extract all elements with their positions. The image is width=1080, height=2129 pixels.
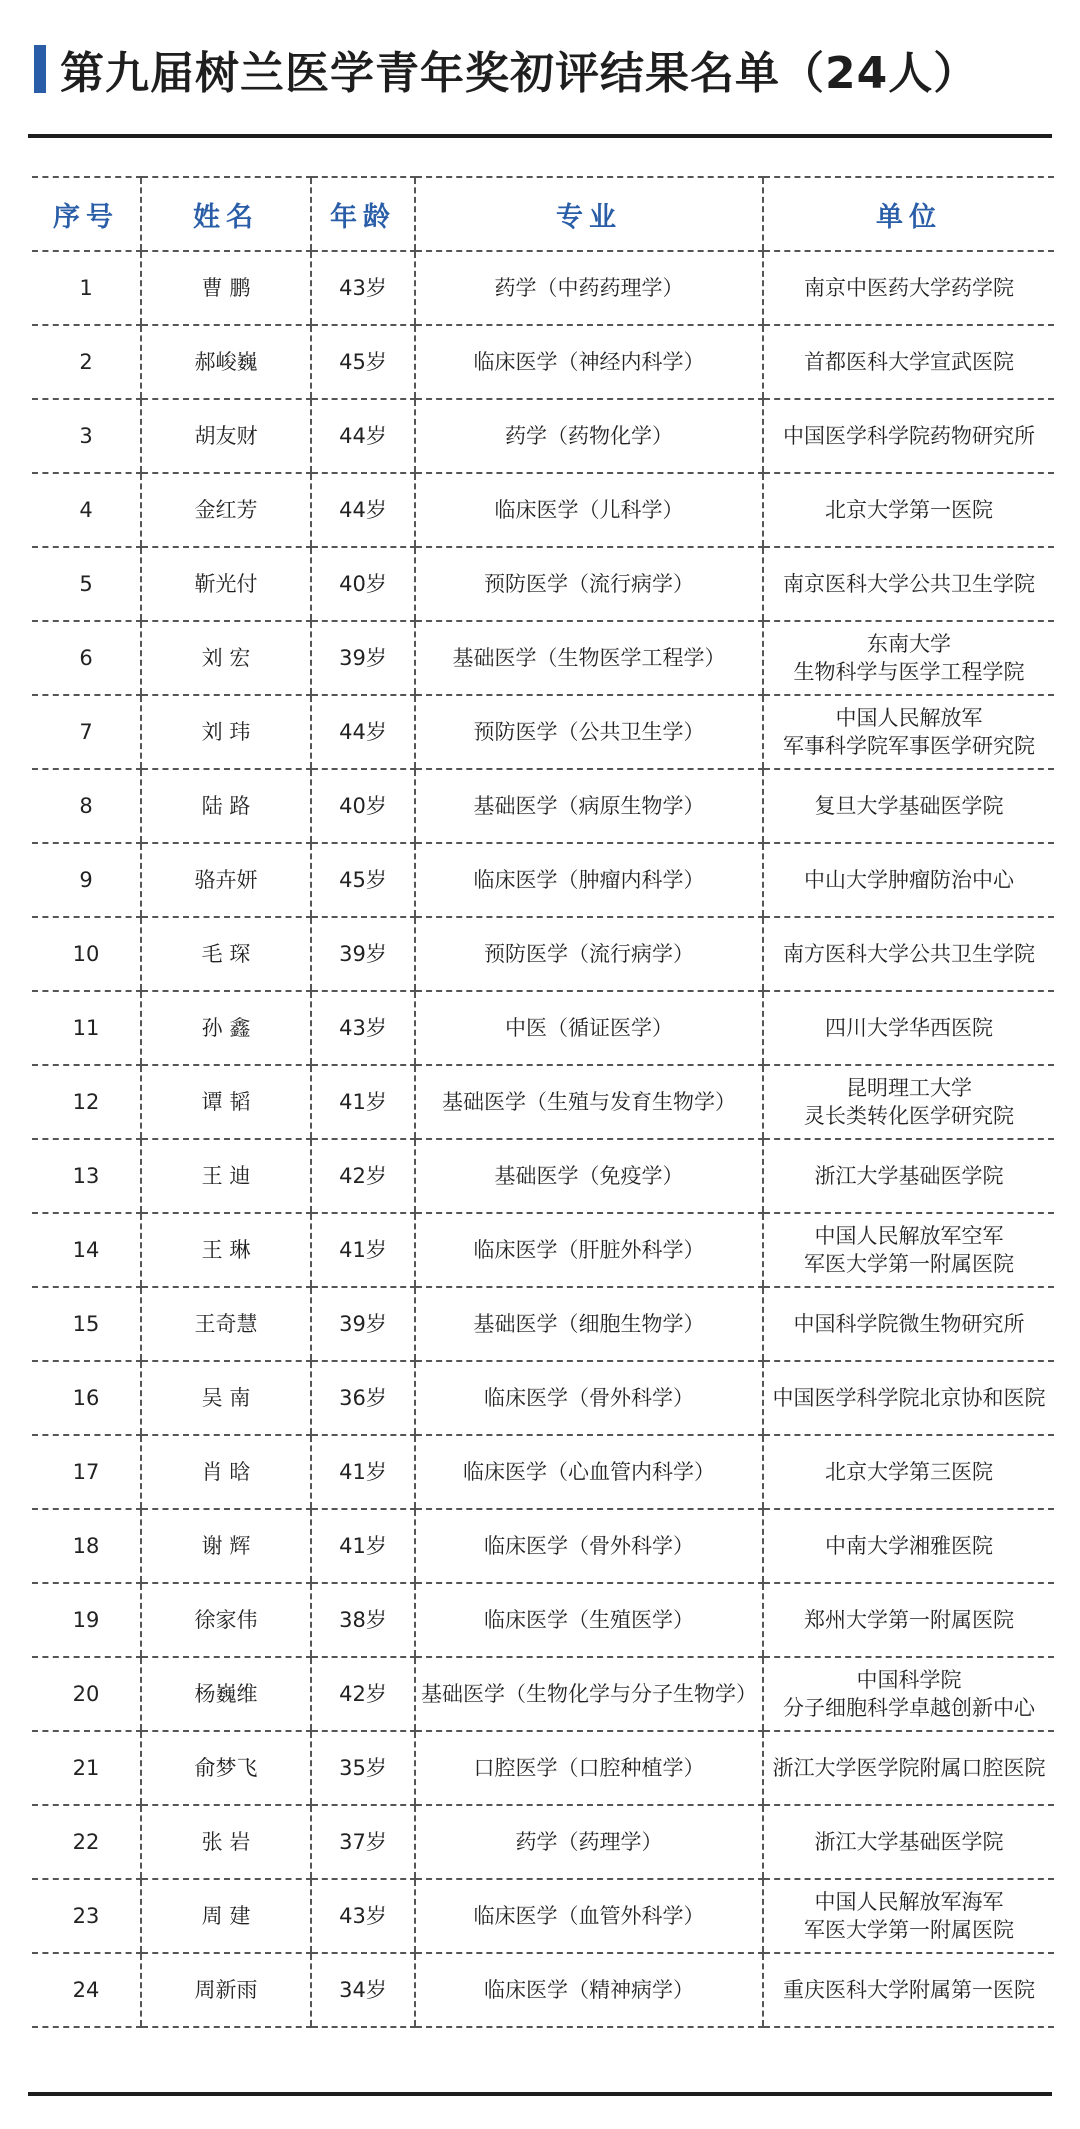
cell-unit — [763, 1953, 1054, 2027]
unit-line: 中国医学科学院药物研究所 — [783, 424, 1035, 448]
cell-major: 基础医学（生物医学工程学） — [415, 621, 763, 695]
table-row — [32, 1287, 1054, 1361]
cell-name: 杨巍维 — [141, 1657, 311, 1731]
cell-major: 药学（中药药理学） — [415, 251, 763, 325]
cell-unit — [763, 621, 1054, 695]
table-row — [32, 843, 1054, 917]
cell-major: 基础医学（细胞生物学） — [415, 1287, 763, 1361]
cell-major: 基础医学（免疫学） — [415, 1139, 763, 1213]
cell-age: 43岁 — [311, 1879, 415, 1953]
unit-line: 东南大学 — [867, 632, 951, 656]
cell-name: 谢 辉 — [141, 1509, 311, 1583]
cell-age: 43岁 — [311, 251, 415, 325]
cell-seq: 11 — [32, 991, 141, 1065]
unit-line: 中国医学科学院北京协和医院 — [772, 1386, 1046, 1410]
table-row — [32, 1213, 1054, 1287]
cell-seq: 10 — [32, 917, 141, 991]
unit-line: 中国科学院 — [856, 1668, 962, 1692]
cell-age: 41岁 — [311, 1435, 415, 1509]
cell-name: 刘 玮 — [141, 695, 311, 769]
cell-major: 药学（药物化学） — [415, 399, 763, 473]
cell-age: 38岁 — [311, 1583, 415, 1657]
table-body — [32, 251, 1054, 2027]
cell-major: 基础医学（生殖与发育生物学） — [415, 1065, 763, 1139]
cell-major: 临床医学（肿瘤内科学） — [415, 843, 763, 917]
cell-name: 徐家伟 — [141, 1583, 311, 1657]
table-row — [32, 991, 1054, 1065]
cell-major: 临床医学（血管外科学） — [415, 1879, 763, 1953]
unit-line: 北京大学第三医院 — [825, 1460, 993, 1484]
cell-major: 基础医学（生物化学与分子生物学） — [415, 1657, 763, 1731]
unit-line: 分子细胞科学卓越创新中心 — [783, 1696, 1035, 1720]
cell-age: 40岁 — [311, 547, 415, 621]
cell-age: 41岁 — [311, 1509, 415, 1583]
cell-unit — [763, 769, 1054, 843]
cell-age: 44岁 — [311, 399, 415, 473]
cell-name: 吴 南 — [141, 1361, 311, 1435]
cell-name: 刘 宏 — [141, 621, 311, 695]
bottom-divider — [28, 2092, 1052, 2096]
table-row — [32, 1731, 1054, 1805]
table-row — [32, 325, 1054, 399]
cell-unit — [763, 843, 1054, 917]
unit-line: 四川大学华西医院 — [825, 1016, 993, 1040]
cell-major: 预防医学（公共卫生学） — [415, 695, 763, 769]
cell-age: 39岁 — [311, 917, 415, 991]
unit-line: 军医大学第一附属医院 — [804, 1918, 1014, 1942]
cell-age: 41岁 — [311, 1213, 415, 1287]
cell-unit — [763, 695, 1054, 769]
unit-line: 中山大学肿瘤防治中心 — [804, 868, 1014, 892]
cell-unit — [763, 473, 1054, 547]
cell-age: 36岁 — [311, 1361, 415, 1435]
table-row — [32, 1805, 1054, 1879]
unit-line: 南京中医药大学药学院 — [804, 276, 1014, 300]
cell-seq: 1 — [32, 251, 141, 325]
cell-name: 金红芳 — [141, 473, 311, 547]
cell-age: 37岁 — [311, 1805, 415, 1879]
cell-unit — [763, 1657, 1054, 1731]
cell-age: 45岁 — [311, 843, 415, 917]
cell-seq: 13 — [32, 1139, 141, 1213]
table-row — [32, 1509, 1054, 1583]
cell-age: 41岁 — [311, 1065, 415, 1139]
unit-line: 生物科学与医学工程学院 — [793, 660, 1025, 684]
unit-line: 浙江大学基础医学院 — [814, 1164, 1004, 1188]
table-row — [32, 251, 1054, 325]
cell-seq: 6 — [32, 621, 141, 695]
unit-line: 军事科学院军事医学研究院 — [783, 734, 1035, 758]
cell-unit — [763, 1583, 1054, 1657]
table-row — [32, 399, 1054, 473]
cell-name: 谭 韬 — [141, 1065, 311, 1139]
table-row — [32, 1361, 1054, 1435]
cell-seq: 2 — [32, 325, 141, 399]
cell-unit — [763, 1805, 1054, 1879]
header-major: 专业 — [415, 177, 763, 251]
table-row — [32, 1583, 1054, 1657]
cell-seq: 9 — [32, 843, 141, 917]
cell-unit — [763, 917, 1054, 991]
cell-age: 42岁 — [311, 1657, 415, 1731]
unit-line: 中南大学湘雅医院 — [825, 1534, 993, 1558]
top-divider — [28, 134, 1052, 138]
title-accent-bar — [34, 45, 46, 93]
cell-seq: 8 — [32, 769, 141, 843]
cell-unit — [763, 1509, 1054, 1583]
table-row — [32, 1657, 1054, 1731]
table-row — [32, 917, 1054, 991]
cell-major: 基础医学（病原生物学） — [415, 769, 763, 843]
unit-line: 首都医科大学宣武医院 — [804, 350, 1014, 374]
cell-unit — [763, 251, 1054, 325]
cell-unit — [763, 1731, 1054, 1805]
table-row — [32, 1139, 1054, 1213]
table-row — [32, 769, 1054, 843]
unit-line: 南方医科大学公共卫生学院 — [783, 942, 1035, 966]
cell-name: 毛 琛 — [141, 917, 311, 991]
unit-line: 灵长类转化医学研究院 — [804, 1104, 1014, 1128]
cell-seq: 19 — [32, 1583, 141, 1657]
cell-major: 口腔医学（口腔种植学） — [415, 1731, 763, 1805]
cell-name: 肖 晗 — [141, 1435, 311, 1509]
cell-seq: 24 — [32, 1953, 141, 2027]
table-row — [32, 1953, 1054, 2027]
cell-unit — [763, 1435, 1054, 1509]
cell-unit — [763, 1139, 1054, 1213]
table-row — [32, 695, 1054, 769]
cell-seq: 14 — [32, 1213, 141, 1287]
cell-age: 35岁 — [311, 1731, 415, 1805]
cell-major: 预防医学（流行病学） — [415, 917, 763, 991]
cell-major: 预防医学（流行病学） — [415, 547, 763, 621]
cell-major: 临床医学（精神病学） — [415, 1953, 763, 2027]
cell-unit — [763, 1879, 1054, 1953]
page-title: 第九届树兰医学青年奖初评结果名单（24人） — [60, 48, 979, 99]
unit-line: 重庆医科大学附属第一医院 — [783, 1978, 1035, 2002]
cell-major: 临床医学（肝脏外科学） — [415, 1213, 763, 1287]
cell-seq: 15 — [32, 1287, 141, 1361]
cell-name: 曹 鹏 — [141, 251, 311, 325]
cell-unit — [763, 1065, 1054, 1139]
cell-name: 郝峻巍 — [141, 325, 311, 399]
cell-age: 44岁 — [311, 695, 415, 769]
unit-line: 北京大学第一医院 — [825, 498, 993, 522]
cell-seq: 3 — [32, 399, 141, 473]
cell-name: 骆卉妍 — [141, 843, 311, 917]
cell-age: 39岁 — [311, 621, 415, 695]
cell-name: 王奇慧 — [141, 1287, 311, 1361]
cell-seq: 17 — [32, 1435, 141, 1509]
cell-age: 39岁 — [311, 1287, 415, 1361]
unit-line: 中国人民解放军海军 — [814, 1890, 1004, 1914]
unit-line: 中国人民解放军空军 — [814, 1224, 1004, 1248]
unit-line: 昆明理工大学 — [846, 1076, 972, 1100]
cell-major: 临床医学（心血管内科学） — [415, 1435, 763, 1509]
cell-unit — [763, 991, 1054, 1065]
cell-seq: 5 — [32, 547, 141, 621]
cell-name: 张 岩 — [141, 1805, 311, 1879]
cell-age: 34岁 — [311, 1953, 415, 2027]
unit-line: 军医大学第一附属医院 — [804, 1252, 1014, 1276]
unit-line: 郑州大学第一附属医院 — [804, 1608, 1014, 1632]
cell-name: 王 琳 — [141, 1213, 311, 1287]
cell-seq: 18 — [32, 1509, 141, 1583]
cell-major: 临床医学（神经内科学） — [415, 325, 763, 399]
cell-unit — [763, 1287, 1054, 1361]
cell-seq: 4 — [32, 473, 141, 547]
cell-name: 周 建 — [141, 1879, 311, 1953]
unit-line: 南京医科大学公共卫生学院 — [783, 572, 1035, 596]
cell-name: 陆 路 — [141, 769, 311, 843]
table-row — [32, 473, 1054, 547]
cell-name: 周新雨 — [141, 1953, 311, 2027]
cell-unit — [763, 1213, 1054, 1287]
header-seq: 序号 — [32, 177, 141, 251]
header-age: 年龄 — [311, 177, 415, 251]
cell-name: 孙 鑫 — [141, 991, 311, 1065]
cell-major: 临床医学（骨外科学） — [415, 1509, 763, 1583]
unit-line: 浙江大学基础医学院 — [814, 1830, 1004, 1854]
table-row — [32, 1435, 1054, 1509]
cell-major: 中医（循证医学） — [415, 991, 763, 1065]
cell-unit — [763, 1361, 1054, 1435]
table-header-row — [32, 177, 1054, 251]
cell-seq: 21 — [32, 1731, 141, 1805]
cell-unit — [763, 399, 1054, 473]
cell-seq: 20 — [32, 1657, 141, 1731]
cell-major: 临床医学（生殖医学） — [415, 1583, 763, 1657]
cell-unit — [763, 325, 1054, 399]
cell-major: 药学（药理学） — [415, 1805, 763, 1879]
header-unit: 单位 — [763, 177, 1054, 251]
header-name: 姓名 — [141, 177, 311, 251]
cell-age: 43岁 — [311, 991, 415, 1065]
cell-major: 临床医学（骨外科学） — [415, 1361, 763, 1435]
unit-line: 复旦大学基础医学院 — [814, 794, 1004, 818]
page-header — [34, 34, 978, 104]
cell-seq: 22 — [32, 1805, 141, 1879]
cell-major: 临床医学（儿科学） — [415, 473, 763, 547]
cell-seq: 16 — [32, 1361, 141, 1435]
cell-unit — [763, 547, 1054, 621]
cell-name: 靳光付 — [141, 547, 311, 621]
cell-seq: 23 — [32, 1879, 141, 1953]
cell-name: 俞梦飞 — [141, 1731, 311, 1805]
table-row — [32, 621, 1054, 695]
cell-age: 40岁 — [311, 769, 415, 843]
cell-seq: 7 — [32, 695, 141, 769]
cell-name: 胡友财 — [141, 399, 311, 473]
unit-line: 中国人民解放军 — [835, 706, 983, 730]
unit-line: 浙江大学医学院附属口腔医院 — [772, 1756, 1046, 1780]
table-row — [32, 547, 1054, 621]
cell-seq: 12 — [32, 1065, 141, 1139]
unit-line: 中国科学院微生物研究所 — [793, 1312, 1025, 1336]
cell-age: 44岁 — [311, 473, 415, 547]
table-row — [32, 1879, 1054, 1953]
results-table — [32, 176, 1054, 2028]
table-row — [32, 1065, 1054, 1139]
cell-age: 45岁 — [311, 325, 415, 399]
cell-name: 王 迪 — [141, 1139, 311, 1213]
cell-age: 42岁 — [311, 1139, 415, 1213]
